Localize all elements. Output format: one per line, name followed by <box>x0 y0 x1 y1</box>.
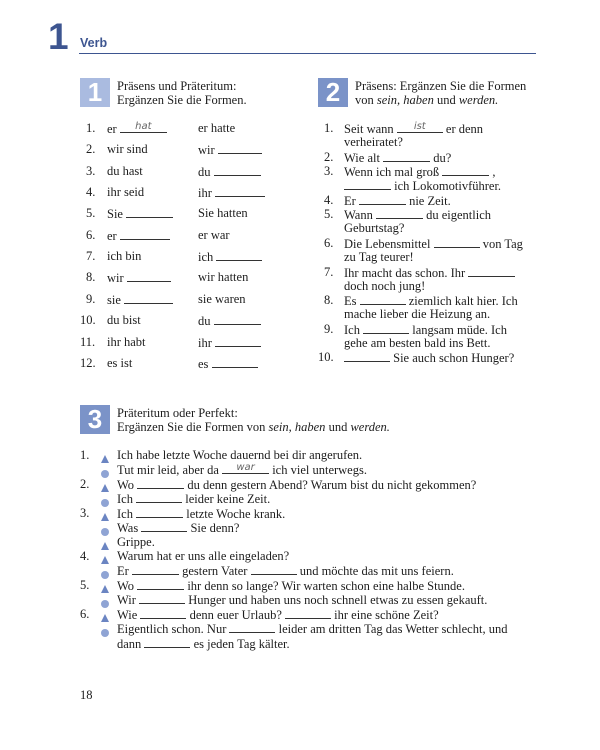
answer-blank[interactable] <box>360 293 406 305</box>
exercise-3-title-line1: Präteritum oder Perfekt: <box>117 406 238 420</box>
ex1-row-number: 1. <box>86 121 96 135</box>
ex2-item-line: Er nie Zeit. <box>344 194 451 208</box>
ex1-row-left: er hat <box>107 121 167 136</box>
answer-blank[interactable] <box>359 193 406 205</box>
answer-blank[interactable] <box>214 313 261 325</box>
exercise-3-title-line2: Ergänzen Sie die Formen von sein, haben und werden. <box>117 420 390 434</box>
ex1-row-number: 2. <box>86 142 96 156</box>
answer-blank[interactable] <box>376 207 423 219</box>
ex1-row-left: ich bin <box>107 249 142 263</box>
answer-blank[interactable] <box>383 150 430 162</box>
ex3-line: Wo du denn gestern Abend? Warum bist du nicht gekommen? <box>117 478 477 492</box>
answer-blank[interactable] <box>215 335 261 347</box>
answer-blank[interactable] <box>216 249 262 261</box>
ex2-item-line: Wann du eigentlich <box>344 208 492 222</box>
ex1-row-right: sie waren <box>198 292 246 306</box>
answer-blank[interactable] <box>214 164 261 176</box>
ex1-row-left: Sie <box>107 206 173 221</box>
exercise-2-title-line2: von sein, haben und werden. <box>355 93 499 107</box>
ex2-item-number: 2. <box>324 150 334 164</box>
ex2-item-line: gehe am besten bald ins Bett. <box>344 336 491 350</box>
ex2-item-number: 7. <box>324 265 334 279</box>
answer-blank[interactable] <box>137 578 184 590</box>
ex2-item-line: Die Lebensmittel von Tag <box>344 237 523 251</box>
answer-blank[interactable] <box>222 462 269 474</box>
handwritten-answer: ist <box>413 121 426 132</box>
answer-blank[interactable] <box>137 477 184 489</box>
answer-blank[interactable] <box>136 491 182 503</box>
ex1-row-number: 7. <box>86 249 96 263</box>
ex3-line: Ich habe letzte Woche dauernd bei dir angerufen. <box>117 448 363 462</box>
answer-blank[interactable] <box>363 322 409 334</box>
ex2-item-line: Es ziemlich kalt hier. Ich <box>344 294 518 308</box>
ex3-item-number: 5. <box>80 578 90 592</box>
ex2-item-line: Ich langsam müde. Ich <box>344 323 507 337</box>
ex3-line: Tut mir leid, aber da war ich viel unterwegs. <box>117 462 367 477</box>
handwritten-answer: war <box>236 462 255 473</box>
ex1-row-left: ihr habt <box>107 335 146 349</box>
ex1-row-number: 11. <box>80 335 96 349</box>
exercise-2-badge: 2 <box>318 78 348 107</box>
chapter-title: Verb <box>80 36 108 50</box>
ex2-item-number: 5. <box>324 207 334 221</box>
answer-blank[interactable] <box>344 350 390 362</box>
answer-blank[interactable] <box>132 563 179 575</box>
answer-blank[interactable] <box>212 356 258 368</box>
ex3-item-number: 2. <box>80 477 90 491</box>
ex2-item-line: ich Lokomotivführer. <box>344 178 501 193</box>
ex3-item-number: 1. <box>80 448 90 462</box>
ex2-item-number: 3. <box>324 164 334 178</box>
ex3-line: Warum hat er uns alle eingeladen? <box>117 549 290 563</box>
answer-blank[interactable] <box>127 270 171 282</box>
ex3-line: Er gestern Vater und möchte das mit uns feiern. <box>117 564 454 578</box>
ex1-row-right: du <box>198 313 261 328</box>
answer-blank[interactable] <box>124 292 173 304</box>
ex3-line: Was Sie denn? <box>117 521 240 535</box>
answer-blank[interactable] <box>215 185 265 197</box>
ex1-row-number: 4. <box>86 185 96 199</box>
ex3-line: Wo ihr denn so lange? Wir warten schon eine halbe Stunde. <box>117 579 465 593</box>
ex1-row-left: es ist <box>107 356 133 370</box>
ex2-item-line: mache lieber die Heizung an. <box>344 307 491 321</box>
ex2-item-line: zu Tag teurer! <box>344 250 414 264</box>
answer-blank[interactable] <box>120 121 167 133</box>
answer-blank[interactable] <box>139 592 185 604</box>
ex3-line: Eigentlich schon. Nur leider am dritten Tag das Wetter schlecht, und <box>117 622 508 636</box>
ex1-row-number: 3. <box>86 164 96 178</box>
ex3-line: dann es jeden Tag kälter. <box>117 637 290 651</box>
ex2-item-line: Seit wann ist er denn <box>344 121 484 136</box>
answer-blank[interactable] <box>144 636 190 648</box>
answer-blank[interactable] <box>136 506 183 518</box>
ex2-item-line: Sie auch schon Hunger? <box>344 350 514 365</box>
ex2-item-number: 4. <box>324 193 334 207</box>
handwritten-answer: hat <box>135 121 152 132</box>
ex1-row-right: es <box>198 356 258 371</box>
ex1-row-number: 9. <box>86 292 96 306</box>
ex3-line: Grippe. <box>117 535 155 549</box>
ex3-line: Wir Hunger und haben uns noch schnell etwas zu essen gekauft. <box>117 593 488 607</box>
exercise-1-title-line1: Präsens und Präteritum: <box>117 79 237 93</box>
answer-blank[interactable] <box>434 236 480 248</box>
exercise-1-badge: 1 <box>80 78 110 107</box>
ex1-row-left: wir <box>107 270 171 285</box>
ex1-row-number: 12. <box>80 356 96 370</box>
answer-blank[interactable] <box>468 265 515 277</box>
ex1-row-number: 5. <box>86 206 96 220</box>
ex1-row-right: du <box>198 164 261 179</box>
answer-blank[interactable] <box>344 178 391 190</box>
ex1-row-left: du hast <box>107 164 143 178</box>
ex1-row-left: er <box>107 228 170 243</box>
ex1-row-right: ich <box>198 249 262 264</box>
ex3-line: Ich letzte Woche krank. <box>117 507 286 521</box>
ex2-item-line: doch noch jung! <box>344 279 426 293</box>
ex1-row-right: wir <box>198 142 262 157</box>
answer-blank[interactable] <box>229 621 275 633</box>
ex2-item-number: 6. <box>324 236 334 250</box>
ex1-row-left: ihr seid <box>107 185 145 199</box>
ex3-item-number: 6. <box>80 607 90 621</box>
ex2-item-number: 10. <box>318 350 334 364</box>
answer-blank[interactable] <box>442 164 489 176</box>
ex3-item-number: 4. <box>80 549 90 563</box>
ex2-item-line: Geburtstag? <box>344 221 405 235</box>
page-number: 18 <box>80 688 93 702</box>
ex3-line: Ich leider keine Zeit. <box>117 492 271 506</box>
answer-blank[interactable] <box>218 142 262 154</box>
ex1-row-left: sie <box>107 292 173 307</box>
chapter-number: 1 <box>48 16 69 57</box>
ex2-item-number: 8. <box>324 293 334 307</box>
answer-blank[interactable] <box>285 607 331 619</box>
answer-blank[interactable] <box>397 121 443 133</box>
ex1-row-left: du bist <box>107 313 141 327</box>
ex1-row-right: ihr <box>198 335 261 350</box>
ex1-row-right: er war <box>198 228 230 242</box>
ex1-row-right: er hatte <box>198 121 236 135</box>
answer-blank[interactable] <box>120 228 170 240</box>
ex1-row-number: 6. <box>86 228 96 242</box>
ex2-item-number: 9. <box>324 322 334 336</box>
ex2-item-line: Ihr macht das schon. Ihr <box>344 265 515 280</box>
answer-blank[interactable] <box>140 607 186 619</box>
answer-blank[interactable] <box>141 520 187 532</box>
speaker-b-circle-icon <box>101 625 109 643</box>
ex1-row-right: ihr <box>198 185 265 200</box>
ex1-row-right: wir hatten <box>198 270 249 284</box>
ex3-line: Wie denn euer Urlaub? ihr eine schöne Zeit? <box>117 608 439 622</box>
answer-blank[interactable] <box>126 206 173 218</box>
ex2-item-line: verheiratet? <box>344 135 403 149</box>
answer-blank[interactable] <box>251 563 297 575</box>
chapter-rule <box>79 53 536 54</box>
exercise-2-title-line1: Präsens: Ergänzen Sie die Formen <box>355 79 527 93</box>
ex1-row-number: 8. <box>86 270 96 284</box>
ex2-item-number: 1. <box>324 121 334 135</box>
ex2-item-line: Wie alt du? <box>344 151 452 165</box>
ex2-item-line: Wenn ich mal groß , <box>344 165 496 179</box>
ex1-row-number: 10. <box>80 313 96 327</box>
ex1-row-right: Sie hatten <box>198 206 248 220</box>
exercise-3-badge: 3 <box>80 405 110 434</box>
ex3-item-number: 3. <box>80 506 90 520</box>
exercise-1-title-line2: Ergänzen Sie die Formen. <box>117 93 247 107</box>
ex1-row-left: wir sind <box>107 142 148 156</box>
